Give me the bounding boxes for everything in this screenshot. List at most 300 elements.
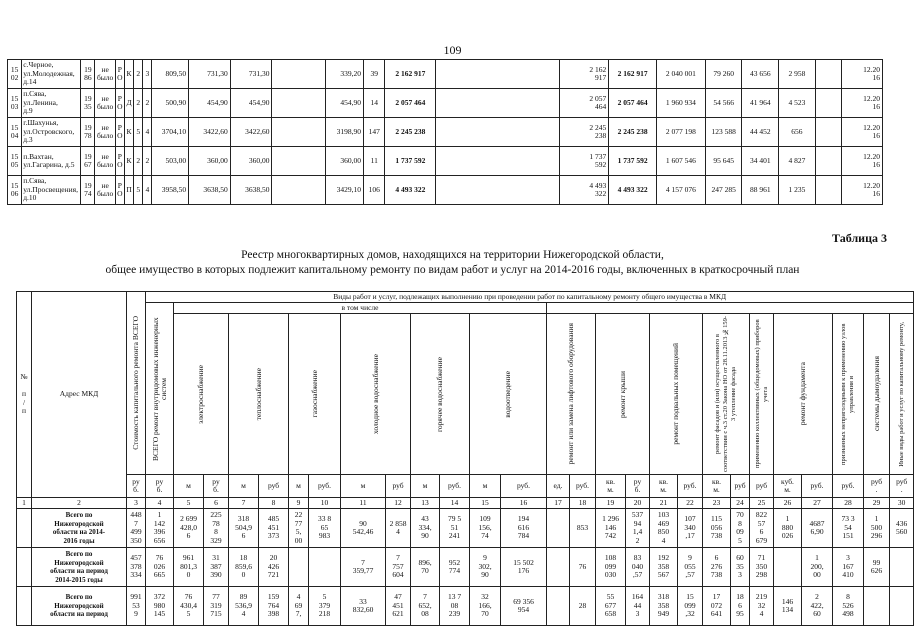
unit-cell: м (411, 475, 440, 498)
table-cell (890, 587, 914, 626)
unit-cell: руб. (833, 475, 864, 498)
table-cell: 952 774 (440, 548, 470, 587)
table-cell: 9 055 ,57 (678, 548, 703, 587)
table-cell: 896, 70 (411, 548, 440, 587)
registry-cell: 1 960 934 (657, 89, 706, 118)
header-gas-text: газоснабжение (309, 370, 319, 418)
table-cell: 7 652, 08 (411, 587, 440, 626)
column-number: 15 (470, 498, 501, 509)
header-nodes (833, 314, 864, 475)
table-cell (309, 548, 341, 587)
table-cell: 457 378 334 (127, 548, 146, 587)
registry-cell: 1 235 (779, 176, 816, 205)
registry-cell: 2 057 464 (609, 89, 657, 118)
registry-cell: 2 162 917 (385, 60, 436, 89)
table-cell: 219 32 4 (750, 587, 774, 626)
registry-cell: п.Сява, ул.Ленина, д.9 (22, 89, 81, 118)
registry-cell: Р О (115, 89, 124, 118)
column-number: 4 (146, 498, 174, 509)
registry-cell: 2 958 (779, 60, 816, 89)
registry-cell: 95 645 (705, 147, 742, 176)
registry-cell: 12.20 16 (842, 60, 883, 89)
header-foundation (774, 314, 833, 475)
registry-cell (815, 60, 841, 89)
registry-cell: 1 607 546 (657, 147, 706, 176)
header-repair-total-text: ВСЕГО ремонт внутридомовых инженерных систем (150, 316, 168, 461)
table-cell (289, 548, 309, 587)
header-lift-text: ремонт или замена лифтового оборудования (566, 323, 575, 465)
unit-cell: руб. (570, 475, 596, 498)
registry-cell: 5 (134, 118, 143, 147)
registry-cell (436, 60, 560, 89)
registry-cell: 39 (364, 60, 385, 89)
table-cell (864, 587, 890, 626)
registry-cell: 731,30 (230, 60, 272, 89)
column-number: 20 (626, 498, 650, 509)
registry-cell (272, 176, 326, 205)
table-cell: 77 319 715 (204, 587, 229, 626)
table-cell: 7 757 604 (386, 548, 411, 587)
unit-cell: руб (259, 475, 289, 498)
unit-cell: куб. м. (774, 475, 802, 498)
table-cell: 4 69 7, (289, 587, 309, 626)
header-smoke (864, 314, 890, 475)
unit-cell: руб (386, 475, 411, 498)
table-title-line-2: общее имущество в которых подлежит капитальному ремонту по видам работ и услуг на 2014-2016 годы, включенных в краткосрочный план (105, 264, 800, 276)
table-cell: 83 040 ,57 (626, 548, 650, 587)
unit-cell: ру б. (127, 475, 146, 498)
unit-cell: м (470, 475, 501, 498)
header-repair-total (146, 303, 174, 475)
registry-cell: 15 04 (8, 118, 22, 147)
registry-cell: 79 260 (705, 60, 742, 89)
registry-cell: Р О (115, 147, 124, 176)
table-cell: 225 78 8 329 (204, 509, 229, 548)
registry-cell: 339,20 (326, 60, 364, 89)
header-smoke-text: системы дымоудаления (871, 356, 881, 432)
unit-cell: руб . (890, 475, 914, 498)
registry-cell: 54 566 (705, 89, 742, 118)
table-cell: 55 677 658 (596, 587, 626, 626)
table-cell: 1 142 396 656 (146, 509, 174, 548)
row-label: Всего по Нижегородской области на период 2014-2015 годы (32, 548, 127, 587)
registry-cell: 15 02 (8, 60, 22, 89)
registry-cell: п.Сява, ул.Просвещения, д.10 (22, 176, 81, 205)
registry-cell: 3422,60 (230, 118, 272, 147)
table-cell (774, 548, 802, 587)
table-cell: 1 500 296 (864, 509, 890, 548)
registry-cell: с.Черное, ул.Молодежная, д.14 (22, 60, 81, 89)
table-cell: 15 502 176 (501, 548, 547, 587)
header-cold-water-text: холодное водоснабжение (370, 353, 380, 435)
header-foundation-text: ремонт фундамента (798, 362, 807, 426)
column-number: 21 (650, 498, 678, 509)
registry-cell: 503,00 (152, 147, 189, 176)
table-cell: 18 859,6 0 (229, 548, 259, 587)
registry-cell: 3638,50 (189, 176, 231, 205)
table-cell: 107 340 ,17 (678, 509, 703, 548)
table-cell: 115 056 738 (703, 509, 731, 548)
registry-cell: 500,90 (152, 89, 189, 118)
column-number: 29 (864, 498, 890, 509)
registry-cell: 2 245 238 (385, 118, 436, 147)
table-cell: 33 832,60 (341, 587, 386, 626)
table-cell (547, 587, 570, 626)
registry-cell: 106 (364, 176, 385, 205)
table-cell: 991 53 9 (127, 587, 146, 626)
column-number: 8 (259, 498, 289, 509)
table-cell: 99 626 (864, 548, 890, 587)
registry-cell (272, 118, 326, 147)
column-number: 23 (703, 498, 731, 509)
registry-cell: К (124, 60, 133, 89)
registry-cell: 3958,50 (152, 176, 189, 205)
registry-cell: 3429,10 (326, 176, 364, 205)
table-cell: 8 526 498 (833, 587, 864, 626)
header-meters (750, 314, 774, 475)
table-cell: 146 134 (774, 587, 802, 626)
unit-cell: ру б. (204, 475, 229, 498)
header-cold-water (341, 314, 411, 475)
registry-cell: 19 86 (81, 60, 95, 89)
header-heating-text: теплоснабжение (253, 367, 263, 421)
registry-cell: 12.20 16 (842, 176, 883, 205)
table-cell: 109 156, 74 (470, 509, 501, 548)
header-other (890, 314, 914, 475)
column-number: 11 (341, 498, 386, 509)
registry-cell (436, 89, 560, 118)
table-cell: 1 296 146 742 (596, 509, 626, 548)
unit-cell: руб. (309, 475, 341, 498)
header-including: в том числе (174, 303, 547, 314)
registry-cell: 454,90 (326, 89, 364, 118)
registry-cell: 19 67 (81, 147, 95, 176)
registry-cell: 2 (134, 89, 143, 118)
column-number: 1 (17, 498, 32, 509)
registry-cell: 15 06 (8, 176, 22, 205)
registry-cell: 809,50 (152, 60, 189, 89)
header-works-group: Виды работ и услуг, подлежащих выполнению при проведении работ по капитальному ремонту общего имущества в МКД (146, 292, 914, 303)
registry-cell: 2 162 917 (609, 60, 657, 89)
registry-cell (272, 89, 326, 118)
registry-cell: 41 964 (742, 89, 779, 118)
unit-cell: ед. (547, 475, 570, 498)
header-lift (547, 314, 596, 475)
column-number: 2 (32, 498, 127, 509)
registry-cell (815, 118, 841, 147)
row-label: Всего по Нижегородской области на 2014- 2016 годы (32, 509, 127, 548)
registry-cell: не было (95, 60, 115, 89)
table-cell: 853 (570, 509, 596, 548)
registry-cell: 19 74 (81, 176, 95, 205)
registry-cell (272, 147, 326, 176)
column-number: 12 (386, 498, 411, 509)
unit-cell: руб. (440, 475, 470, 498)
table-cell: 22 77 5, 00 (289, 509, 309, 548)
registry-cell: 3638,50 (230, 176, 272, 205)
column-number: 5 (174, 498, 204, 509)
registry-cell: 360,00 (326, 147, 364, 176)
header-other-text: Иные виды работ и услуг по капитальному ремонту, (897, 321, 905, 467)
registry-cell: 19 78 (81, 118, 95, 147)
registry-cell: 360,00 (230, 147, 272, 176)
registry-cell: не было (95, 89, 115, 118)
registry-cell (436, 147, 560, 176)
table-cell: 20 426 721 (259, 548, 289, 587)
unit-cell: кв. м. (596, 475, 626, 498)
table-cell: 79 5 51 241 (440, 509, 470, 548)
column-number: 3 (127, 498, 146, 509)
header-meters-text: применению коллективных (общедомовых) приборов учета (753, 319, 769, 469)
column-number: 18 (570, 498, 596, 509)
page-number: 109 (443, 43, 462, 57)
header-gas (289, 314, 341, 475)
registry-cell: 360,00 (189, 147, 231, 176)
registry-row (8, 176, 883, 205)
unit-cell: ру б. (146, 475, 174, 498)
table-row (17, 509, 914, 548)
table-cell: 89 536,9 4 (229, 587, 259, 626)
table-cell: 17 072 641 (703, 587, 731, 626)
table-cell: 194 616 784 (501, 509, 547, 548)
table-cell: 13 7 08 239 (440, 587, 470, 626)
header-nodes-text: признанных неприголодными к применению узлов управления и (840, 323, 855, 465)
header-sewer-text: водоотведение (503, 370, 512, 418)
table-cell: 32 166, 70 (470, 587, 501, 626)
header-hot-water-text: горячее водоснабжение (435, 356, 444, 432)
registry-cell: 656 (779, 118, 816, 147)
registry-cell: 11 (364, 147, 385, 176)
registry-cell: К (124, 118, 133, 147)
registry-cell: 147 (364, 118, 385, 147)
row-number-cell (17, 548, 32, 587)
table-cell: 70 8 09 5 (731, 509, 750, 548)
column-number: 10 (309, 498, 341, 509)
registry-cell: 247 285 (705, 176, 742, 205)
registry-cell: 2 057 464 (385, 89, 436, 118)
row-number-cell (17, 509, 32, 548)
registry-cell (436, 176, 560, 205)
column-number: 30 (890, 498, 914, 509)
registry-cell: 4 157 076 (657, 176, 706, 205)
registry-cell: 731,30 (189, 60, 231, 89)
registry-cell: П (124, 176, 133, 205)
header-number-2: п (21, 389, 26, 399)
registry-cell: 4 (143, 118, 152, 147)
column-number: 9 (289, 498, 309, 509)
registry-cell: 2 (143, 147, 152, 176)
registry-cell: 1 737 592 (560, 147, 609, 176)
registry-cell: 454,90 (230, 89, 272, 118)
table-cell: 1 200, 00 (802, 548, 833, 587)
table-cell: 90 542,46 (341, 509, 386, 548)
header-electric (174, 314, 229, 475)
registry-cell (815, 89, 841, 118)
unit-cell: м (229, 475, 259, 498)
table-cell: 372 980 145 (146, 587, 174, 626)
table-cell: 6 276 738 (703, 548, 731, 587)
unit-cell: кв. м. (703, 475, 731, 498)
header-number (17, 292, 32, 498)
registry-table-continuation (7, 59, 883, 205)
table-cell: 60 35 3 (731, 548, 750, 587)
registry-cell (815, 176, 841, 205)
table-cell (547, 509, 570, 548)
unit-cell: м (289, 475, 309, 498)
unit-cell: м (341, 475, 386, 498)
header-electric-text: электроснабжение (196, 364, 205, 424)
column-number: 14 (440, 498, 470, 509)
unit-cell: руб. (501, 475, 547, 498)
unit-cell: руб. (678, 475, 703, 498)
table-cell: 961 801,3 0 (174, 548, 204, 587)
table-cell: 822 57 6 679 (750, 509, 774, 548)
registry-cell: 2 (134, 60, 143, 89)
registry-cell: 5 (134, 176, 143, 205)
registry-cell: Д (124, 89, 133, 118)
registry-cell: 15 05 (8, 147, 22, 176)
table-number: Таблица 3 (832, 231, 887, 245)
header-cost-total-text: Стоимость капитального ремонта ВСЕГО (131, 316, 140, 450)
registry-cell: 12.20 16 (842, 89, 883, 118)
registry-cell: 34 401 (742, 147, 779, 176)
registry-cell: 1 737 592 (609, 147, 657, 176)
header-roof (596, 314, 650, 475)
registry-cell: 4 493 322 (609, 176, 657, 205)
registry-cell: Р О (115, 176, 124, 205)
registry-cell: 15 03 (8, 89, 22, 118)
table-cell: 2 422, 60 (802, 587, 833, 626)
table-row (17, 587, 914, 626)
registry-cell: не было (95, 176, 115, 205)
registry-cell: 3 (143, 60, 152, 89)
unit-cell: ру б. (626, 475, 650, 498)
table-cell: 76 430,4 5 (174, 587, 204, 626)
table-cell (547, 548, 570, 587)
registry-cell: 2 040 001 (657, 60, 706, 89)
registry-cell: не было (95, 147, 115, 176)
registry-cell: 3198,90 (326, 118, 364, 147)
table-cell: 108 099 030 (596, 548, 626, 587)
table-row (17, 548, 914, 587)
header-facade-text: ремонт фасадов и (или) осуществленного в соответствии с ч.3 ст.20 Закона НО от 28.11.2013 №159-3 утепление фасада (714, 315, 737, 473)
registry-row (8, 147, 883, 176)
registry-cell: г.Шахунья, ул.Островского, д.3 (22, 118, 81, 147)
unit-cell: м (174, 475, 204, 498)
header-hot-water (411, 314, 470, 475)
header-facade (703, 314, 750, 475)
table-cell: 47 451 621 (386, 587, 411, 626)
column-number: 25 (750, 498, 774, 509)
table-cell: 5 379 218 (309, 587, 341, 626)
registry-cell: 2 162 917 (560, 60, 609, 89)
table-cell: 7 359,77 (341, 548, 386, 587)
table-cell: 3 167 410 (833, 548, 864, 587)
registry-cell: Р О (115, 60, 124, 89)
registry-cell: 2 057 464 (560, 89, 609, 118)
table-cell: 9 302, 90 (470, 548, 501, 587)
table-cell: 2 858 4 (386, 509, 411, 548)
registry-table-3 (16, 291, 914, 626)
registry-cell: не было (95, 118, 115, 147)
column-number: 24 (731, 498, 750, 509)
table-cell: 537 94 1,4 2 (626, 509, 650, 548)
column-number: 19 (596, 498, 626, 509)
unit-cell: руб. (802, 475, 833, 498)
table-cell: 43 334, 90 (411, 509, 440, 548)
registry-cell (815, 147, 841, 176)
table-cell: 33 8 65 983 (309, 509, 341, 548)
column-number: 22 (678, 498, 703, 509)
column-number: 16 (501, 498, 547, 509)
registry-cell: 2 077 198 (657, 118, 706, 147)
registry-cell: 43 656 (742, 60, 779, 89)
registry-cell: 3422,60 (189, 118, 231, 147)
column-number: 6 (204, 498, 229, 509)
table-title-line-1: Реестр многоквартирных домов, находящихся на территории Нижегородской области, (241, 249, 664, 261)
table-cell: 28 (570, 587, 596, 626)
table-cell: 103 469 850 4 (650, 509, 678, 548)
registry-cell: п.Вахтан, ул.Гагарина, д.5 (22, 147, 81, 176)
registry-cell: 14 (364, 89, 385, 118)
table-cell: 31 387 390 (204, 548, 229, 587)
units-row (17, 475, 914, 498)
table-cell: 159 764 398 (259, 587, 289, 626)
table-cell: 448 7 499 350 (127, 509, 146, 548)
header-basement-text: ремонт подвальных помещений (671, 343, 680, 445)
registry-cell: 2 (134, 147, 143, 176)
registry-cell: 454,90 (189, 89, 231, 118)
header-roof-text: ремонт крыши (617, 370, 627, 418)
table-cell: 1 880 026 (774, 509, 802, 548)
registry-cell: 4 827 (779, 147, 816, 176)
table-cell: 164 44 3 (626, 587, 650, 626)
table-cell: 436 560 (890, 509, 914, 548)
row-number-cell (17, 587, 32, 626)
registry-cell: 4 523 (779, 89, 816, 118)
registry-cell: 44 452 (742, 118, 779, 147)
registry-cell: 12.20 16 (842, 147, 883, 176)
table-cell: 485 451 373 (259, 509, 289, 548)
registry-cell (272, 60, 326, 89)
unit-cell: руб . (864, 475, 890, 498)
header-number-3: / (22, 397, 26, 407)
table-cell: 71 350 298 (750, 548, 774, 587)
unit-cell: руб (750, 475, 774, 498)
table-cell: 318 358 949 (650, 587, 678, 626)
table-cell: 76 026 665 (146, 548, 174, 587)
header-address: Адрес МКД (32, 292, 127, 498)
header-basement (650, 314, 703, 475)
table-cell: 192 358 567 (650, 548, 678, 587)
column-numbers-row (17, 498, 914, 509)
column-number: 26 (774, 498, 802, 509)
header-sewer (470, 314, 547, 475)
column-number: 27 (802, 498, 833, 509)
registry-cell: 19 35 (81, 89, 95, 118)
unit-cell: кв. м. (650, 475, 678, 498)
row-label: Всего по Нижегородской области на период (32, 587, 127, 626)
registry-cell: 2 (143, 89, 152, 118)
header-cost-total (127, 292, 146, 475)
table-cell: 318 504,9 6 (229, 509, 259, 548)
registry-row (8, 89, 883, 118)
table-cell (890, 548, 914, 587)
registry-cell (436, 118, 560, 147)
registry-cell: 12.20 16 (842, 118, 883, 147)
registry-cell: 2 245 238 (609, 118, 657, 147)
header-number-1: № (20, 372, 28, 382)
